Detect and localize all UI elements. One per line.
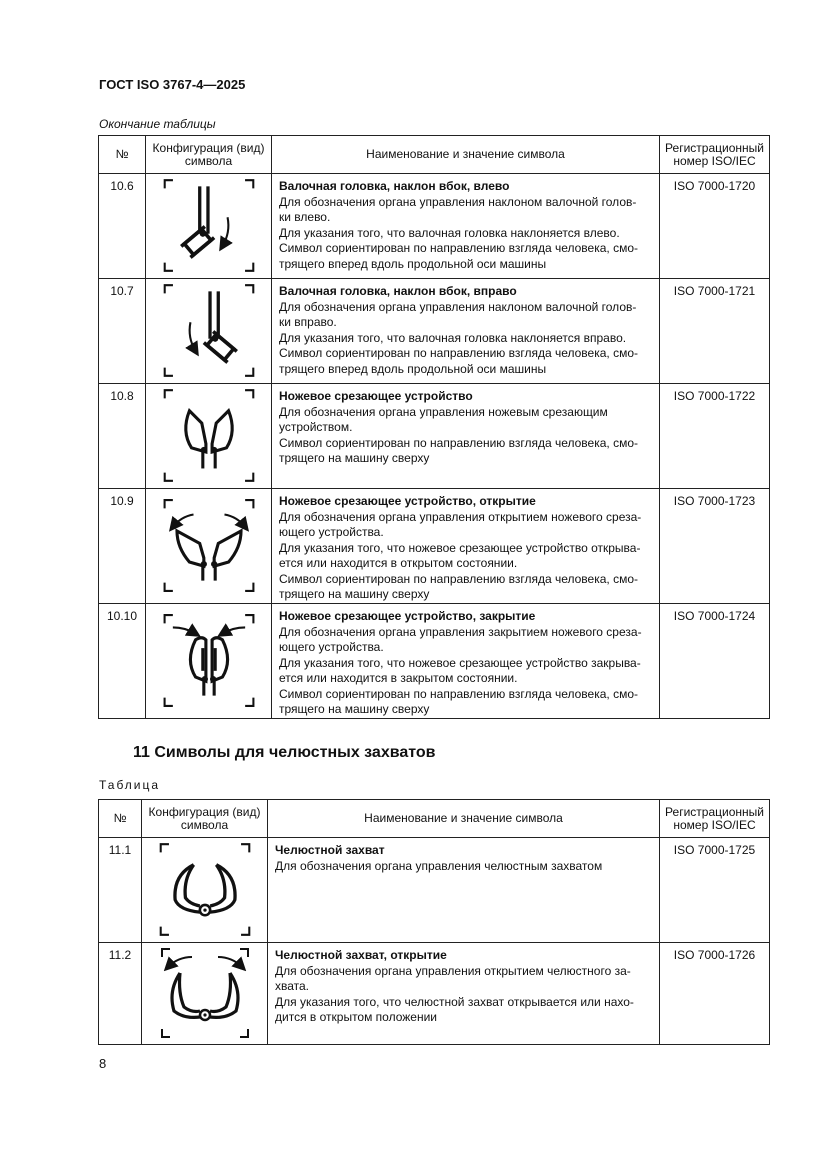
description-cell: [268, 943, 660, 1045]
registration-number: ISO 7000-1721: [660, 279, 770, 384]
symbol-title: Ножевое срезающее устройство, открытие: [279, 494, 536, 508]
table-header-row: [99, 136, 770, 174]
symbol-title: Челюстной захват: [275, 843, 385, 857]
symbol-cell: [146, 279, 272, 384]
description-cell: [268, 838, 660, 943]
description-line: Символ сориентирован по направлению взгляда человека, смо-: [279, 241, 638, 255]
description-line: Символ сориентирован по направлению взгляда человека, смо-: [279, 346, 638, 360]
jaw-grab-icon: [142, 838, 268, 941]
row-number: 10.10: [99, 604, 146, 719]
registration-number: ISO 7000-1723: [660, 489, 770, 604]
description-line: Для указания того, что валочная головка наклоняется влево.: [279, 225, 620, 240]
felling-head-tilt-right-icon: [146, 279, 272, 382]
symbol-title: Челюстной захват, открытие: [275, 948, 447, 962]
shear-cutter-close-icon: [146, 604, 272, 717]
table-row: [99, 279, 770, 384]
table-row: [99, 943, 770, 1045]
row-number: 11.1: [99, 838, 142, 943]
symbol-cell: [146, 489, 272, 604]
description-line: Для обозначения органа управления открытием ножевого среза-: [279, 509, 642, 524]
symbol-cell: [146, 174, 272, 279]
description-line: Для указания того, что ножевое срезающее устройство открыва-: [279, 540, 641, 555]
description-cell: [272, 384, 660, 489]
table-header-row: [99, 800, 770, 838]
header-num: №: [99, 800, 142, 838]
symbols-table-10: [98, 135, 770, 719]
row-number: 10.8: [99, 384, 146, 489]
description-line: трящего на машину сверху: [279, 702, 430, 716]
symbol-title: Ножевое срезающее устройство: [279, 389, 473, 403]
registration-number: ISO 7000-1720: [660, 174, 770, 279]
registration-number: ISO 7000-1724: [660, 604, 770, 719]
registration-number: ISO 7000-1726: [660, 943, 770, 1045]
description-line: трящего на машину сверху: [279, 451, 430, 465]
description-line: Для указания того, что ножевое срезающее устройство закрыва-: [279, 655, 641, 670]
row-number: 10.6: [99, 174, 146, 279]
description-cell: [272, 489, 660, 604]
continuation-caption: Окончание таблицы: [99, 117, 216, 131]
section-title: 11 Символы для челюстных захватов: [133, 744, 436, 761]
description-line: Для указания того, что челюстной захват открывается или нахо-: [275, 994, 634, 1009]
description-line: устройством.: [279, 420, 353, 434]
description-line: Символ сориентирован по направлению взгляда человека, смо-: [279, 686, 638, 701]
header-config: Конфигурация (вид) символа: [142, 800, 268, 838]
description-line: ки вправо.: [279, 315, 337, 329]
description-cell: [272, 604, 660, 719]
description-line: трящего вперед вдоль продольной оси машины: [279, 256, 547, 271]
table-row: [99, 384, 770, 489]
table-label: Таблица: [99, 778, 161, 792]
symbol-cell: [142, 943, 268, 1045]
description-line: Символ сориентирован по направлению взгляда человека, смо-: [279, 571, 638, 586]
symbol-title: Ножевое срезающее устройство, закрытие: [279, 609, 536, 623]
description-line: Для обозначения органа управления наклоном валочной голов-: [279, 299, 637, 314]
table-row: [99, 838, 770, 943]
symbol-cell: [146, 384, 272, 489]
description-line: Для обозначения органа управления закрытием ножевого среза-: [279, 624, 642, 639]
description-line: ющего устройства.: [279, 640, 384, 654]
symbols-table-11: [98, 799, 770, 1045]
registration-number: ISO 7000-1725: [660, 838, 770, 943]
symbol-title: Валочная головка, наклон вбок, вправо: [279, 284, 517, 298]
felling-head-tilt-left-icon: [146, 174, 272, 277]
symbol-cell: [146, 604, 272, 719]
description-line: Для обозначения органа управления наклоном валочной голов-: [279, 194, 637, 209]
header-num: №: [99, 136, 146, 174]
description-line: трящего на машину сверху: [279, 587, 430, 601]
table-row: [99, 604, 770, 719]
jaw-grab-open-icon: [142, 943, 268, 1043]
table-row: [99, 174, 770, 279]
description-line: трящего вперед вдоль продольной оси машины: [279, 361, 547, 376]
description-cell: [272, 174, 660, 279]
page-number: 8: [99, 1056, 107, 1071]
shear-cutter-icon: [146, 384, 272, 487]
description-line: ки влево.: [279, 210, 331, 224]
row-number: 11.2: [99, 943, 142, 1045]
shear-cutter-open-icon: [146, 489, 272, 602]
document-header: ГОСТ ISO 3767-4—2025: [99, 77, 246, 92]
header-reg: Регистрационный номер ISO/IEC: [660, 136, 770, 174]
description-line: Для обозначения органа управления ножевым срезающим: [279, 404, 608, 419]
description-line: Для обозначения органа управления челюстным захватом: [275, 858, 603, 873]
symbol-title: Валочная головка, наклон вбок, влево: [279, 179, 510, 193]
description-line: Символ сориентирован по направлению взгляда человека, смо-: [279, 435, 638, 450]
description-line: ющего устройства.: [279, 525, 384, 539]
header-config: Конфигурация (вид) символа: [146, 136, 272, 174]
header-name: Наименование и значение символа: [272, 136, 660, 174]
description-line: дится в открытом положении: [275, 1010, 437, 1024]
row-number: 10.9: [99, 489, 146, 604]
description-line: ется или находится в закрытом состоянии.: [279, 671, 518, 685]
header-reg: Регистрационный номер ISO/IEC: [660, 800, 770, 838]
description-cell: [272, 279, 660, 384]
description-line: ется или находится в открытом состоянии.: [279, 556, 518, 570]
row-number: 10.7: [99, 279, 146, 384]
description-line: хвата.: [275, 979, 310, 993]
registration-number: ISO 7000-1722: [660, 384, 770, 489]
symbol-cell: [142, 838, 268, 943]
table-row: [99, 489, 770, 604]
description-line: Для обозначения органа управления открытием челюстного за-: [275, 963, 631, 978]
header-name: Наименование и значение символа: [268, 800, 660, 838]
description-line: Для указания того, что валочная головка наклоняется вправо.: [279, 330, 627, 345]
